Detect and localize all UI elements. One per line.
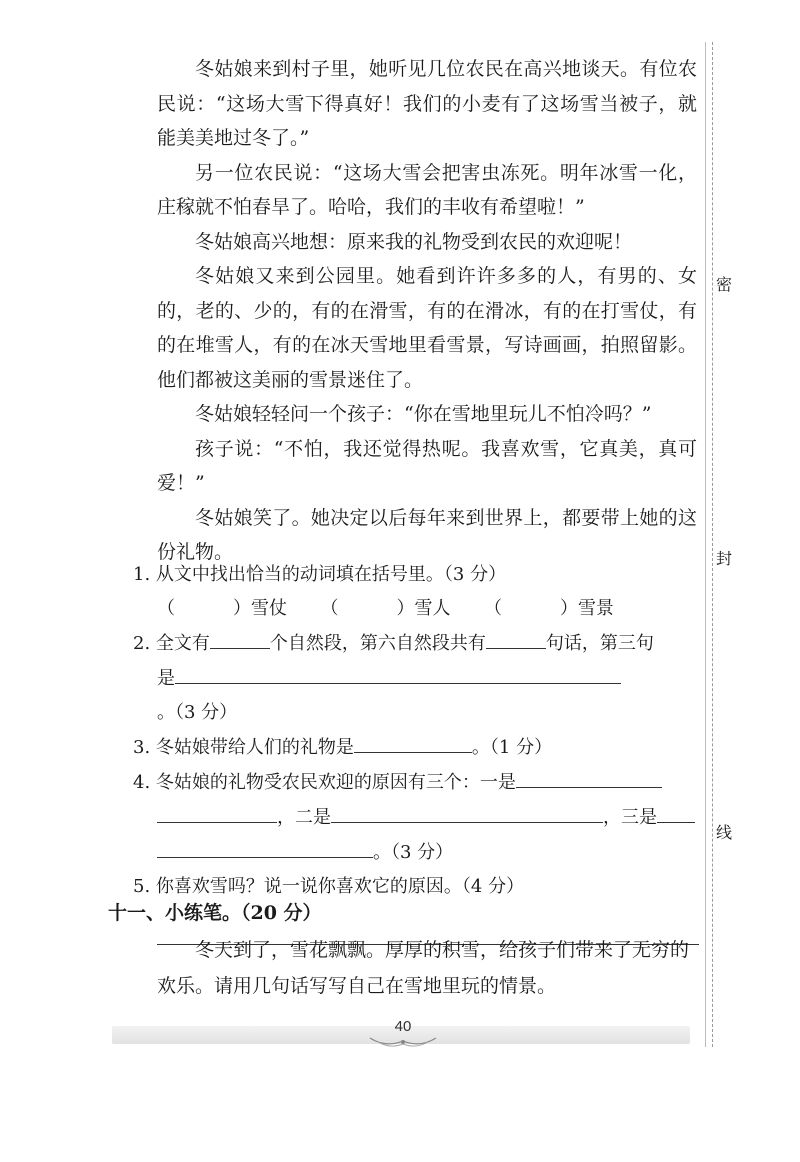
answer-paren-3[interactable]: （ ）	[483, 598, 578, 619]
answer-blank[interactable]	[331, 800, 603, 823]
question-2	[133, 626, 699, 661]
question-1-answers	[133, 592, 699, 626]
section-title: 十一、小练笔。（20 分）	[108, 902, 322, 924]
answer-blank[interactable]	[175, 661, 621, 684]
question-4-text-a: 4. 冬姑娘的礼物受农民欢迎的原因有三个：一是	[133, 772, 516, 793]
question-2-text-a: 2. 全文有	[133, 633, 210, 654]
answer-blank[interactable]	[486, 626, 546, 649]
question-2-score: 。（3 分）	[157, 702, 238, 723]
answer-blank[interactable]	[516, 765, 662, 788]
answer-blank[interactable]	[157, 835, 373, 858]
reading-passage	[157, 52, 697, 570]
binding-dashed-line	[712, 42, 713, 1047]
question-3-text: 3. 冬姑娘带给人们的礼物是	[133, 737, 354, 758]
question-4-cont-1	[133, 800, 699, 835]
answer-paren-1[interactable]: （ ）	[157, 598, 251, 619]
answer-paren-2[interactable]: （ ）	[320, 598, 415, 619]
binding-label-feng: 封	[713, 546, 735, 569]
question-5: 5. 你喜欢雪吗？说一说你喜欢它的原因。（4 分）	[133, 876, 525, 897]
question-2-cont	[133, 661, 699, 730]
answer-blank[interactable]	[157, 800, 277, 823]
answer-blank[interactable]	[354, 730, 472, 753]
question-3-score: 。（1 分）	[471, 737, 553, 758]
passage-paragraph-7: 冬姑娘笑了。她决定以后每年来到世界上，都要带上她的这份礼物。	[157, 506, 697, 563]
question-3	[133, 730, 699, 765]
question-list	[133, 558, 699, 945]
answer-blank[interactable]	[657, 800, 695, 823]
passage-paragraph-4: 冬姑娘又来到公园里。她看到许许多多的人，有男的、女的，老的、少的，有的在滑雪，有的在滑冰，有的在打雪仗，有的在堆雪人，有的在冰天雪地里看雪景，写诗画画，拍照留影。他们都被这美丽的雪景迷住了。	[157, 265, 697, 391]
question-4	[133, 765, 699, 800]
binding-label-mi: 密	[713, 272, 735, 295]
question-4-text-b: ，二是	[277, 807, 331, 828]
answer-label-1: 雪仗	[251, 598, 287, 619]
question-2-text-d: 是	[157, 668, 175, 689]
writing-prompt-text: 冬天到了，雪花飘飘。厚厚的积雪，给孩子们带来了无穷的欢乐。请用几句话写写自己在雪地里玩的情景。	[157, 939, 690, 997]
answer-label-2: 雪人	[414, 598, 451, 619]
passage-paragraph-5: 冬姑娘轻轻问一个孩子：“你在雪地里玩儿不怕冷吗？”	[195, 403, 652, 425]
page-number: 40	[394, 1018, 412, 1035]
passage-paragraph-6: 孩子说：“不怕，我还觉得热呢。我喜欢雪，它真美，真可爱！”	[157, 437, 697, 494]
passage-paragraph-3: 冬姑娘高兴地想：原来我的礼物受到农民的欢迎呢！	[195, 230, 633, 253]
answer-label-3: 雪景	[577, 598, 614, 619]
question-4-text-c: ，三是	[603, 807, 657, 828]
question-4-score: 。（3 分）	[373, 842, 454, 863]
binding-line	[705, 42, 706, 1047]
ornament-icon	[368, 1034, 438, 1050]
answer-blank[interactable]	[210, 626, 270, 649]
binding-label-xian: 线	[713, 820, 735, 843]
question-4-cont-2	[133, 835, 699, 870]
question-2-text-b: 个自然段，第六自然段共有	[269, 633, 486, 654]
writing-prompt	[157, 932, 697, 1004]
question-1: 1. 从文中找出恰当的动词填在括号里。（3 分）	[133, 564, 507, 585]
question-2-text-c: 句话，第三句	[545, 633, 654, 654]
passage-paragraph-1: 冬姑娘来到村子里，她听见几位农民在高兴地谈天。有位农民说：“这场大雪下得真好！我们的小麦有了这场雪当被子，就能美美地过冬了。”	[157, 58, 697, 149]
passage-paragraph-2: 另一位农民说：“这场大雪会把害虫冻死。明年冰雪一化，庄稼就不怕春旱了。哈哈，我们的丰收有希望啦！”	[157, 161, 697, 218]
